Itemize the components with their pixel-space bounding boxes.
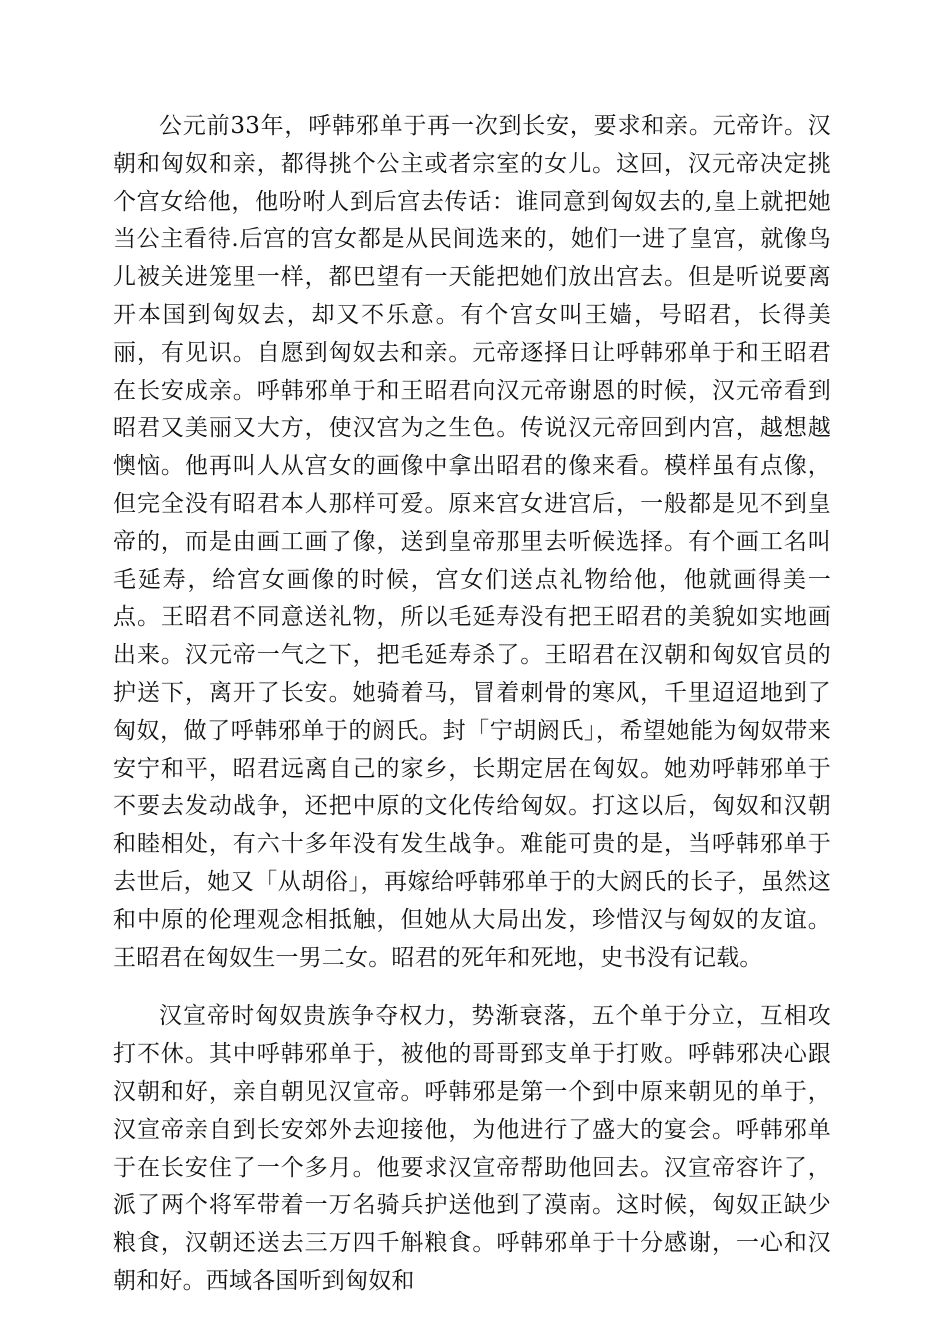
paragraph-zhaojun-marriage: 公元前33年，呼韩邪单于再一次到长安，要求和亲。元帝许。汉朝和匈奴和亲，都得挑个公主或者宗室的女儿。这回，汉元帝决定挑个宫女给他，他吩咐人到后宫去传话：谁同意到匈奴去的,皇上就把她当公主看待.后宫的宫女都是从民间选来的，她们一进了皇宫，就像鸟儿被关进笼里一样，都巴望有一天能把她们放出宫去。但是听说要离开本国到匈奴去，却又不乐意。有个宫女叫王嫱，号昭君，长得美丽，有见识。自愿到匈奴去和亲。元帝逐择日让呼韩邪单于和王昭君在长安成亲。呼韩邪单于和王昭君向汉元帝谢恩的时候，汉元帝看到昭君又美丽又大方，使汉宫为之生色。传说汉元帝回到内宫，越想越懊恼。他再叫人从宫女的画像中拿出昭君的像来看。模样虽有点像，但完全没有昭君本人那样可爱。原来宫女进宫后，一般都是见不到皇帝的，而是由画工画了像，送到皇帝那里去听候选择。有个画工名叫毛延寿，给宫女画像的时候，宫女们送点礼物给他，他就画得美一点。王昭君不同意送礼物，所以毛延寿没有把王昭君的美貌如实地画出来。汉元帝一气之下，把毛延寿杀了。王昭君在汉朝和匈奴官员的护送下，离开了长安。她骑着马，冒着刺骨的寒风，千里迢迢地到了匈奴，做了呼韩邪单于的阏氏。封「宁胡阏氏」，希望她能为匈奴带来安宁和平，昭君远离自己的家乡，长期定居在匈奴。她劝呼韩邪单于不要去发动战争，还把中原的文化传给匈奴。打这以后，匈奴和汉朝和睦相处，有六十多年没有发生战争。难能可贵的是，当呼韩邪单于去世后，她又「从胡俗」，再嫁给呼韩邪单于的大阏氏的长子，虽然这和中原的伦理观念相抵触，但她从大局出发，珍惜汉与匈奴的友谊。王昭君在匈奴生一男二女。昭君的死年和死地，史书没有记载。 (113, 113, 831, 971)
document-page (113, 108, 831, 1301)
paragraph-emperor-xuan: 汉宣帝时匈奴贵族争夺权力，势渐衰落，五个单于分立，互相攻打不休。其中呼韩邪单于，被他的哥哥郅支单于打败。呼韩邪决心跟汉朝和好，亲自朝见汉宣帝。呼韩邪是第一个到中原来朝见的单于，汉宣帝亲自到长安郊外去迎接他，为他进行了盛大的宴会。呼韩邪单于在长安住了一个多月。他要求汉宣帝帮助他回去。汉宣帝容许了，派了两个将军带着一万名骑兵护送他到了漠南。这时候，匈奴正缺少粮食，汉朝还送去三万四千斛粮食。呼韩邪单于十分感谢，一心和汉朝和好。西域各国听到匈奴和 (113, 1003, 831, 1294)
